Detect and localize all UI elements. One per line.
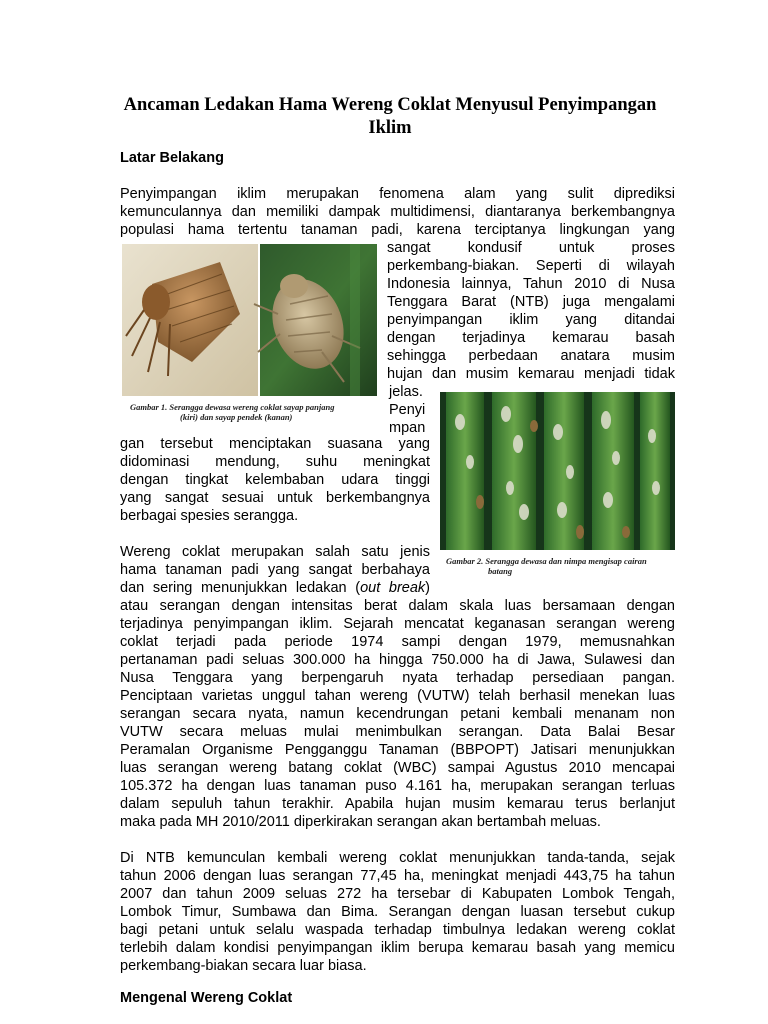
paragraph-2-line: 105.372 ha dengan luas tanaman puso 4.161 ha, merupakan serangan terluas (120, 778, 675, 794)
paragraph-1-line: hujan dan musim kemarau menjadi tidak (387, 366, 675, 382)
paragraph-2-line: serangan secara nyata, namun kecendrungan petani kembali menanam non (120, 706, 675, 722)
paragraph-2-line: maka pada MH 2010/2011 diperkirakan serangan akan bertambah meluas. (120, 814, 601, 830)
figure-2-caption-line: batang (488, 566, 513, 576)
paragraph-2-line: coklat terjadi pada periode 1974 sampi dengan 1979, memusnahkan (120, 634, 675, 650)
paragraph-2-line: luas serangan wereng batang coklat (WBC) sampai Agustus 2010 mencapai (120, 760, 675, 776)
paragraph-2-line: dalam sepuluh tahun terakhir. Apabila hujan musim kemarau terus berlanjut (120, 796, 675, 812)
paragraph-1-line: Penyimpangan iklim merupakan fenomena alam yang sulit diprediksi (120, 186, 675, 202)
paragraph-1-line: gan tersebut menciptakan suasana yang (120, 436, 430, 452)
paragraph-1-line: Penyi (389, 402, 426, 418)
paragraph-1-line: yang sangat sesuai untuk berkembangnya (120, 490, 430, 506)
paragraph-3-line: Lombok Timur, Sumbawa dan Bima. Serangan dengan luasan tersebut cukup (120, 904, 675, 920)
paragraph-2-line: Penciptaan varietas unggul tahan wereng (VUTW) telah berhasil menekan luas (120, 688, 675, 704)
paragraph-1-line: jelas. (389, 384, 423, 400)
paragraph-3-line: perkembang-biakan secara luar biasa. (120, 958, 367, 974)
paragraph-1-line: dengan terjadinya kemarau basah (387, 330, 675, 346)
paragraph-1-line: berbagai spesies serangga. (120, 508, 299, 524)
paragraph-2-line: atau serangan dengan intensitas berat dalam skala luas bersamaan dengan (120, 598, 675, 614)
paragraph-1-line: penyimpangan iklim yang ditandai (387, 312, 675, 328)
section-heading-latar-belakang: Latar Belakang (120, 150, 224, 166)
paragraph-2-line: Peramalan Organisme Pengganggu Tanaman (BBPOPT) Jatisari menunjukkan (120, 742, 675, 758)
paragraph-1-line: sehingga perbedaan anatara musim (387, 348, 675, 364)
paragraph-3-line: 2007 dan tahun 2009 seluas 272 ha tersebar di Kabupaten Lombok Tengah, (120, 886, 675, 902)
paragraph-1-line: sangat kondusif untuk proses (387, 240, 675, 256)
paragraph-2-line: terjadinya penyimpangan iklim. Sejarah mencatat keganasan serangan wereng (120, 616, 675, 632)
paragraph-2-line: Wereng coklat merupakan salah satu jenis (120, 544, 430, 560)
paragraph-2-line: hama tanaman padi yang sangat berbahaya (120, 562, 430, 578)
paragraph-1-line: Tenggara Barat (NTB) juga mengalami (387, 294, 675, 310)
paragraph-2-line: pertanaman padi seluas 300.000 ha hingga 750.000 ha di Jawa, Sulawesi dan (120, 652, 675, 668)
planthopper-adults-photo (122, 244, 377, 396)
paragraph-2-text: dan sering menunjukkan ledakan ( (120, 580, 361, 596)
paragraph-2-line (120, 580, 430, 598)
paragraph-1-line: didominasi mendung, suhu meningkat (120, 454, 430, 470)
paragraph-1-line: dengan tingkat kelembaban udara tinggi (120, 472, 430, 488)
figure-2-caption-line: Gambar 2. Serangga dewasa dan nimpa mengisap cairan (446, 556, 647, 566)
figure-2-image (440, 392, 675, 550)
paragraph-2-line: Nusa Tenggara yang berpengaruh nyata terhadap persediaan pangan. (120, 670, 675, 686)
figure-1-caption-line: (kiri) dan sayap pendek (kanan) (180, 412, 293, 422)
paragraph-1-line: perkembang-biakan. Seperti di wilayah (387, 258, 675, 274)
paragraph-2-line: VUTW secara meluas mulai menimbulkan serangan. Data Balai Besar (120, 724, 675, 740)
section-heading-mengenal-wereng-coklat: Mengenal Wereng Coklat (120, 990, 293, 1006)
paragraph-3-line: bagi petani untuk selalu waspada terhadap timbulnya ledakan wereng coklat (120, 922, 675, 938)
paragraph-1-line: kemunculannya dan memiliki dampak multidimensi, diantaranya berkembangnya (120, 204, 675, 220)
document-title: Ancaman Ledakan Hama Wereng Coklat Menyusul Penyimpangan Iklim (123, 95, 657, 138)
paragraph-3-line: Di NTB kemunculan kembali wereng coklat menunjukkan tanda-tanda, sejak (120, 850, 675, 866)
paragraph-3-line: tahun 2006 dengan luas serangan 77,45 ha, meningkat menjadi 443,75 ha tahun (120, 868, 675, 884)
figure-1-caption-line: Gambar 1. Serangga dewasa wereng coklat sayap panjang (130, 402, 335, 412)
paragraph-3-line: terlebih dalam kondisi penyimpangan iklim berupa kemarau basah yang memicu (120, 940, 675, 956)
paragraph-1-line: mpan (389, 420, 426, 436)
planthoppers-on-rice-stem-photo (440, 392, 675, 550)
out-break-emphasis: out break (360, 580, 426, 596)
paragraph-1-line: Indonesia lainnya, Tahun 2010 di Nusa (387, 276, 675, 292)
paragraph-2-text: ) (425, 580, 430, 596)
figure-1-image (122, 244, 377, 396)
paragraph-1-line: populasi hama tertentu tanaman padi, karena terciptanya lingkungan yang (120, 222, 675, 238)
